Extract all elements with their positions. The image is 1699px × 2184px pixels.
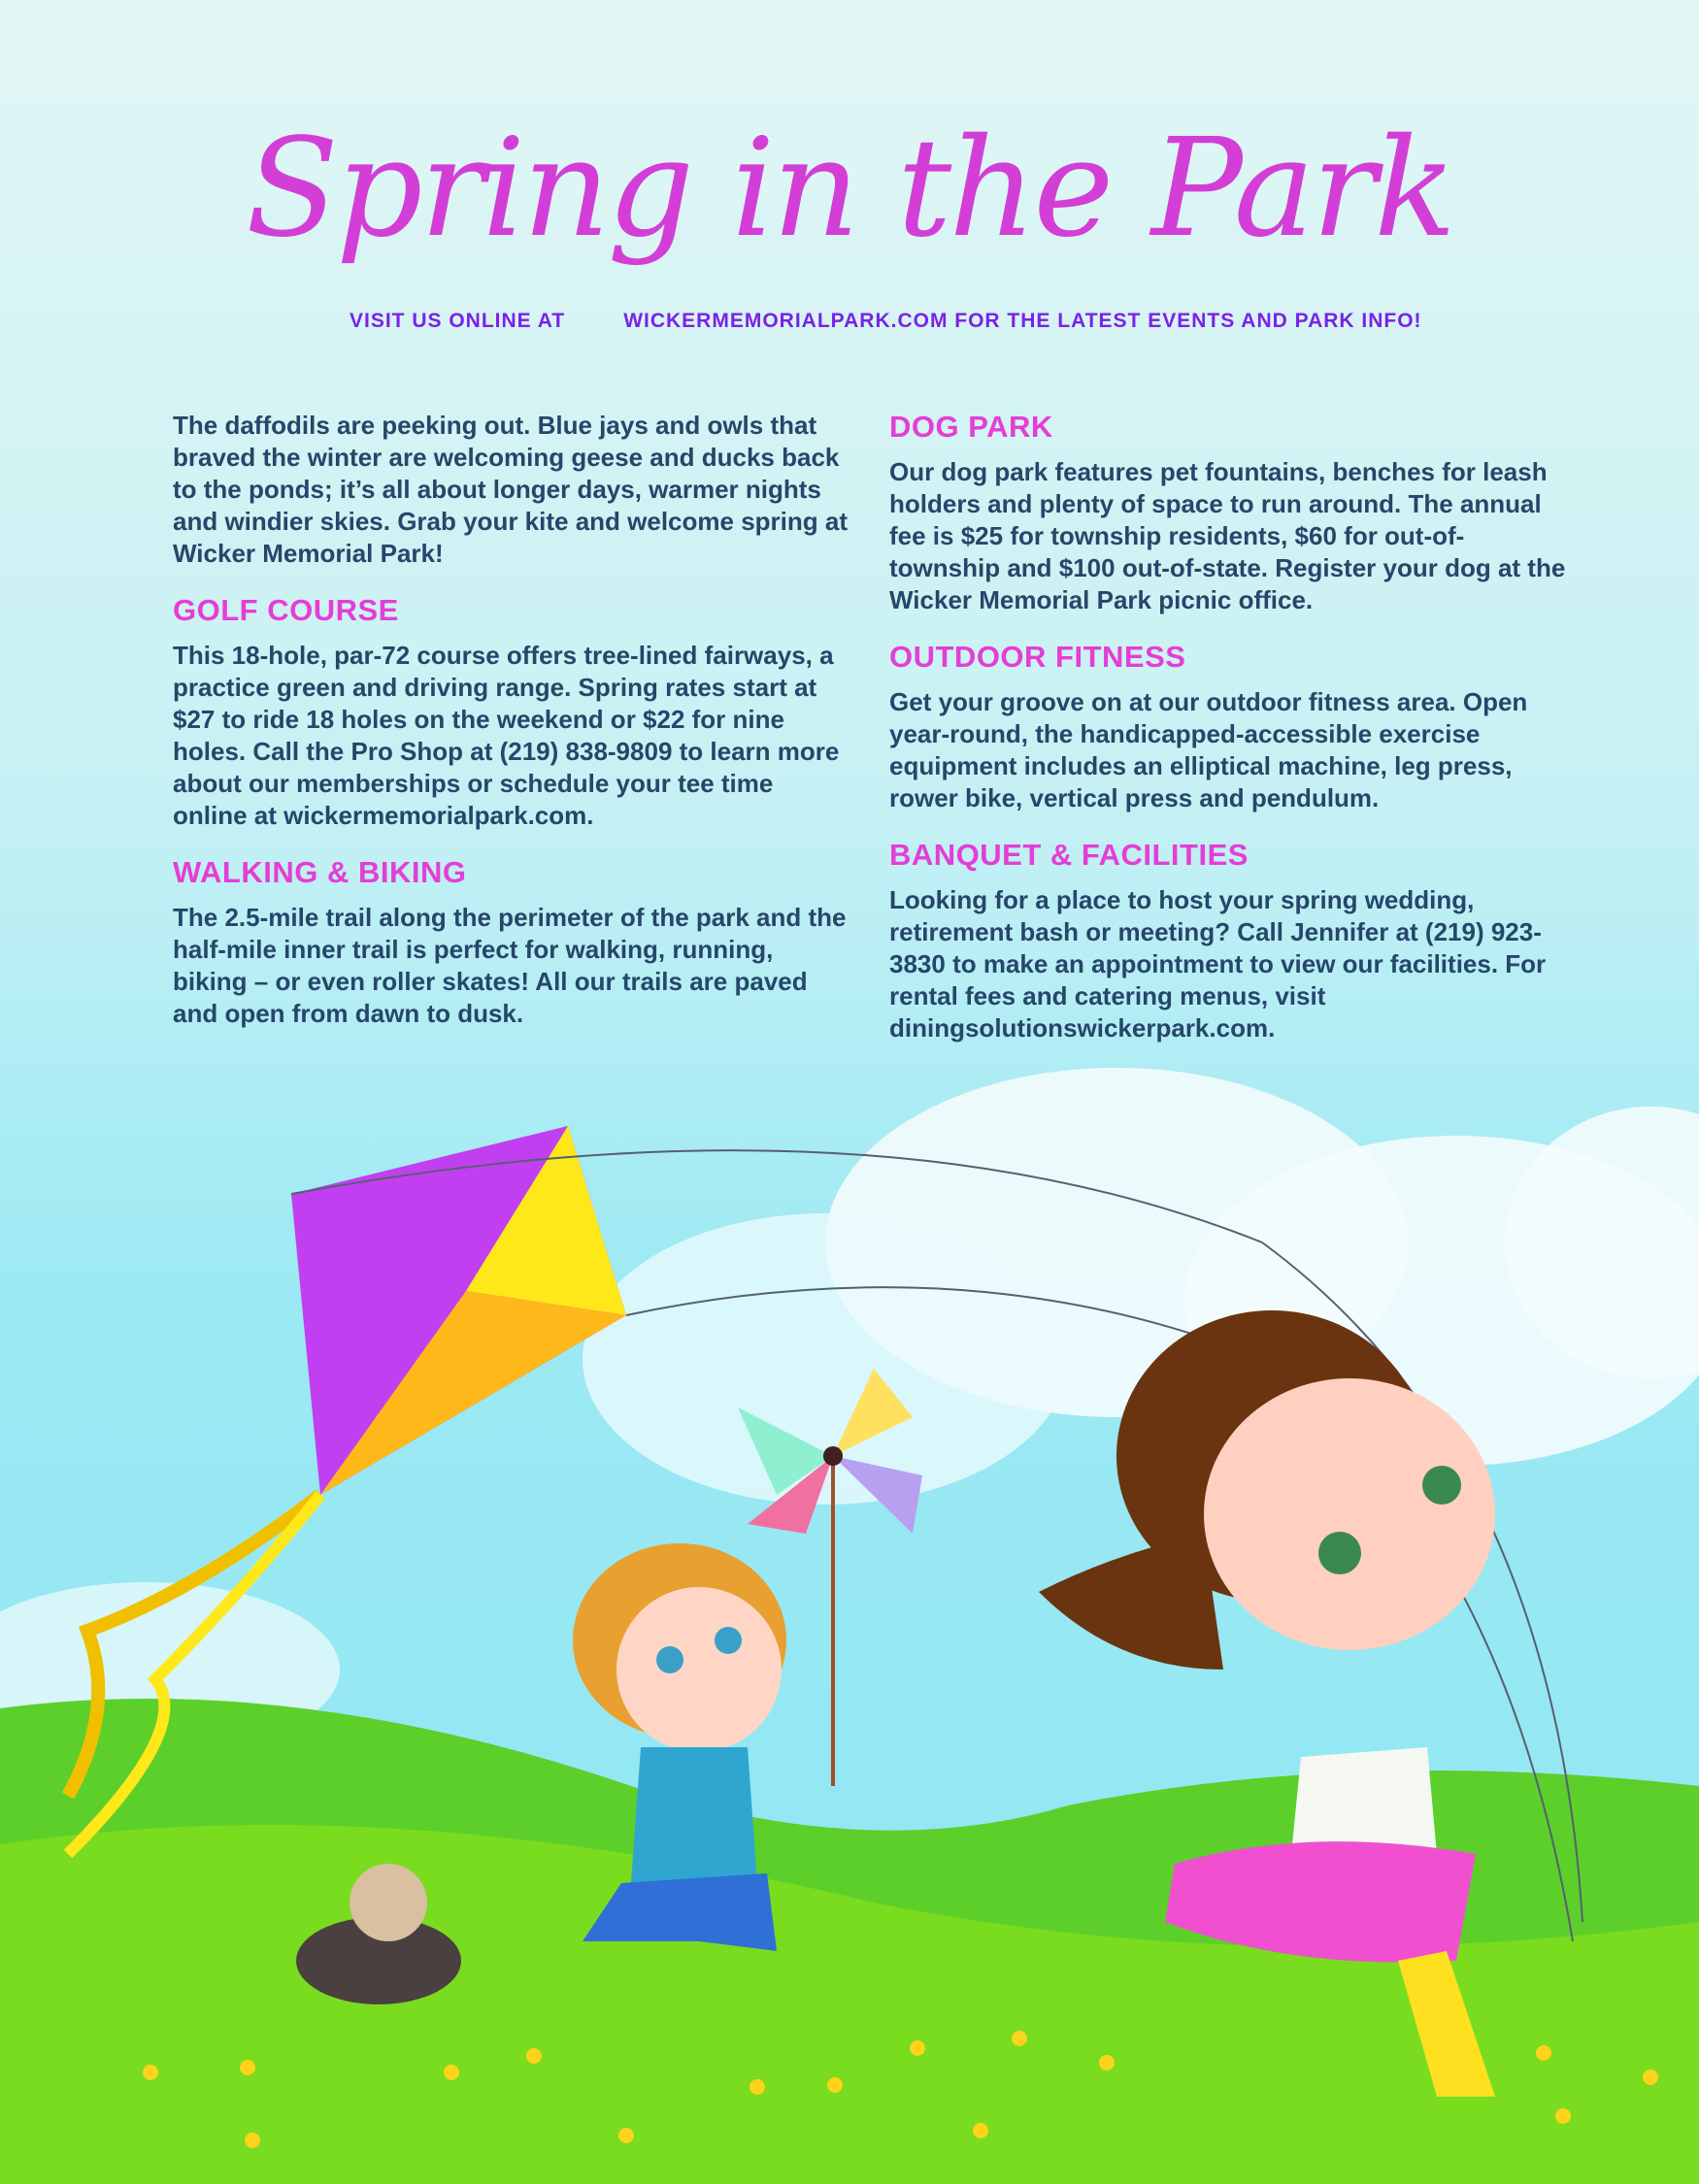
section-heading-fitness: OUTDOOR FITNESS [889,640,1186,674]
right-column [889,410,1569,1044]
page-title: Spring in the Park [246,110,1453,268]
section-body-golf: This 18-hole, par-72 course offers tree-lined fairways, a practice green and driving range. Spring rates start at $27 to ride 18 holes on the weekend or $22 for nine holes. Call the Pro Shop at (219) 838-9809 to learn more about our memberships or schedule your tee time online at wickermemorialpark.com. [173,641,840,830]
section-body-walking: The 2.5-mile trail along the perimeter of the park and the half-mile inner trail is perfect for walking, running, biking – or even roller skates! All our trails are paved and open from dawn to dusk. [173,903,847,1028]
section-heading-banquet: BANQUET & FACILITIES [889,838,1249,872]
tagline-website: WICKERMEMORIALPARK.COM FOR THE LATEST EVENTS AND PARK INFO! [623,310,1422,332]
intro-text: The daffodils are peeking out. Blue jays and owls that braved the winter are welcoming geese and ducks back to the ponds; it’s all about longer days, warmer nights and windier skies. Grab your kite and welcome spring at Wicker Memorial Park! [173,411,848,568]
section-body-banquet: Looking for a place to host your spring wedding, retirement bash or meeting? Call Jennifer at (219) 923-3830 to make an appointment to view our facilities. For rental fees and catering menus, visit diningsolutionswickerpark.com. [889,885,1547,1042]
tagline-left: VISIT US ONLINE AT [350,310,566,332]
section-heading-walking: WALKING & BIKING [173,855,467,889]
park-illustration [0,1048,1699,2184]
section-body-fitness: Get your groove on at our outdoor fitness area. Open year-round, the handicapped-accessible exercise equipment includes an elliptical machine, leg press, rower bike, vertical press and pendulum. [889,687,1528,812]
section-heading-golf: GOLF COURSE [173,593,399,627]
section-heading-dog-park: DOG PARK [889,410,1053,444]
section-body-dog-park: Our dog park features pet fountains, benches for leash holders and plenty of space to run around. The annual fee is $25 for township residents, $60 for out-of-township and $100 out-of-state. Register your dog at the Wicker Memorial Park picnic office. [889,457,1566,614]
left-column [173,410,852,1030]
tagline [350,309,1563,334]
